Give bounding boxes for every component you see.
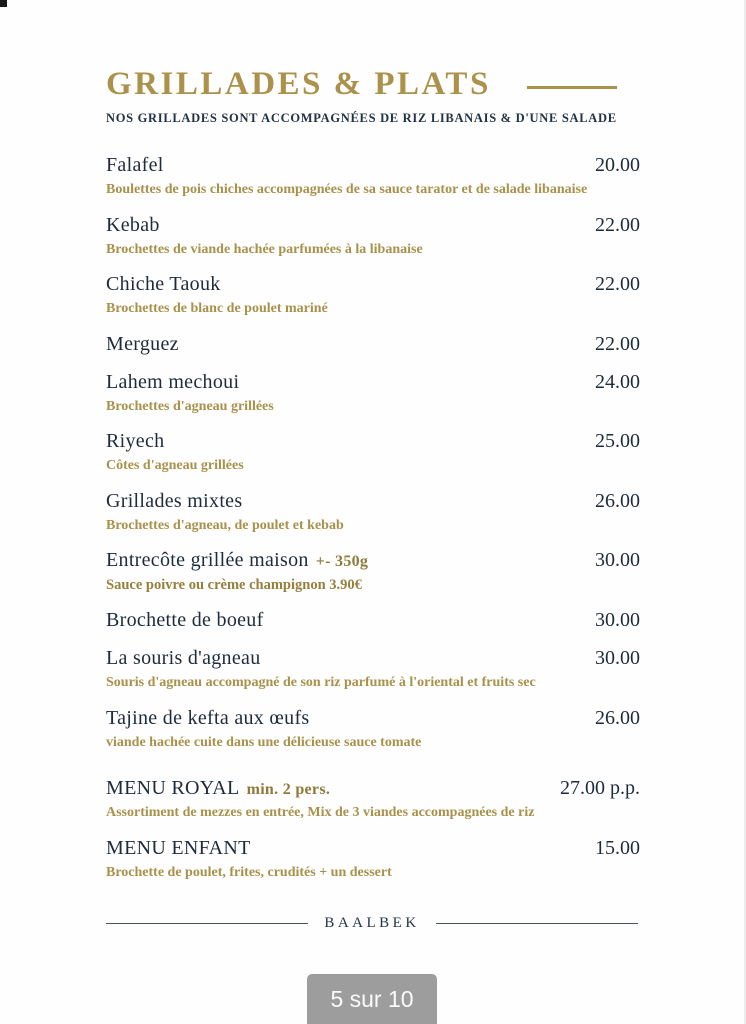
item-name bbox=[106, 490, 242, 513]
menu-item bbox=[106, 371, 640, 416]
menu-item bbox=[106, 430, 640, 475]
page-subtitle: NOS GRILLADES SONT ACCOMPAGNÉES DE RIZ LIBANAIS & D'UNE SALADE bbox=[106, 111, 617, 125]
menu-item bbox=[106, 777, 640, 822]
menu-item bbox=[106, 549, 640, 594]
page-indicator-text: 5 sur 10 bbox=[330, 985, 414, 1012]
menu-item bbox=[106, 707, 640, 752]
item-price: 26.00 bbox=[595, 706, 640, 729]
item-description: Brochettes de blanc de poulet mariné bbox=[106, 301, 328, 316]
title-row bbox=[106, 66, 640, 103]
item-price: 22.00 bbox=[595, 213, 640, 236]
menu-item bbox=[106, 490, 640, 535]
item-price: 27.00 p.p. bbox=[560, 777, 640, 800]
item-name bbox=[106, 273, 221, 296]
menu-item-row bbox=[106, 333, 640, 356]
menu-item bbox=[106, 154, 640, 199]
item-name bbox=[106, 154, 164, 177]
item-name-text: Lahem mechoui bbox=[106, 370, 240, 393]
item-name-text: Entrecôte grillée maison bbox=[106, 549, 309, 571]
menu-item-row bbox=[106, 273, 640, 296]
item-name-text: Falafel bbox=[106, 154, 164, 176]
item-name-text: La souris d'agneau bbox=[106, 647, 261, 670]
item-name bbox=[106, 214, 160, 237]
menu-item-row bbox=[106, 371, 640, 394]
item-name bbox=[106, 777, 330, 800]
page-indicator-overlay bbox=[307, 974, 437, 1024]
restaurant-name: BAALBEK bbox=[324, 915, 420, 932]
item-description: Souris d'agneau accompagné de son riz parfumé à l'oriental et fruits sec bbox=[106, 675, 536, 691]
item-price: 30.00 bbox=[595, 609, 640, 632]
item-price: 30.00 bbox=[595, 647, 640, 670]
item-name-text: Riyech bbox=[106, 430, 165, 452]
page-title: GRILLADES & PLATS bbox=[106, 66, 491, 102]
item-name-suffix: +- 350g bbox=[315, 553, 369, 570]
item-price: 24.00 bbox=[595, 370, 640, 393]
footer-row bbox=[0, 915, 744, 932]
menu-item-row bbox=[106, 777, 640, 800]
item-name bbox=[106, 707, 310, 730]
item-description: Boulettes de pois chiches accompagnées de sa sauce tarator et de salade libanaise bbox=[106, 182, 588, 197]
item-name-text: Merguez bbox=[106, 332, 179, 355]
menu-item bbox=[106, 273, 640, 318]
item-price: 22.00 bbox=[595, 332, 640, 355]
item-name-text: Grillades mixtes bbox=[106, 489, 243, 512]
item-name bbox=[106, 647, 261, 670]
item-name bbox=[106, 333, 179, 356]
item-name-text: Tajine de kefta aux œufs bbox=[106, 706, 310, 729]
item-name-text: MENU ROYAL bbox=[106, 777, 240, 800]
item-name bbox=[106, 430, 164, 453]
item-description: Brochettes d'agneau grillées bbox=[106, 398, 274, 414]
item-price: 20.00 bbox=[595, 154, 640, 176]
item-price: 15.00 bbox=[595, 836, 640, 859]
item-name-suffix: min. 2 pers. bbox=[246, 781, 331, 799]
item-description: Brochettes d'agneau, de poulet et kebab bbox=[106, 517, 344, 533]
title-rule-line bbox=[527, 86, 617, 89]
item-price: 26.00 bbox=[595, 489, 640, 512]
item-description: Brochettes de viande hachée parfumées à la libanaise bbox=[106, 241, 423, 257]
menu-item bbox=[106, 609, 640, 632]
menu-item-row bbox=[106, 549, 640, 572]
item-description: Sauce poivre ou crème champignon 3.90€ bbox=[106, 577, 362, 593]
item-price: 30.00 bbox=[595, 549, 640, 571]
menu-item-row bbox=[106, 214, 640, 237]
footer-rule-right bbox=[436, 923, 638, 924]
item-name-text: MENU ENFANT bbox=[106, 836, 251, 859]
item-name bbox=[106, 371, 239, 394]
item-description: Assortiment de mezzes en entrée, Mix de 3 viandes accompagnées de riz bbox=[106, 805, 535, 821]
item-description: viande hachée cuite dans une délicieuse sauce tomate bbox=[106, 734, 422, 750]
menu-item-row bbox=[106, 647, 640, 670]
menu-list bbox=[106, 154, 640, 881]
item-description: Côtes d'agneau grillées bbox=[106, 458, 244, 473]
item-name-text: Kebab bbox=[106, 213, 160, 236]
item-price: 22.00 bbox=[595, 273, 640, 295]
scan-corner-artifact bbox=[0, 0, 7, 7]
menu-item bbox=[106, 214, 640, 259]
footer-rule-left bbox=[106, 923, 308, 924]
menu-item-row bbox=[106, 609, 640, 632]
menu-item-row bbox=[106, 837, 640, 860]
menu-item-row bbox=[106, 430, 640, 453]
item-price: 25.00 bbox=[595, 430, 640, 452]
menu-item-row bbox=[106, 154, 640, 177]
item-description: Brochette de poulet, frites, crudités + un dessert bbox=[106, 864, 392, 880]
menu-item-row bbox=[106, 490, 640, 513]
menu-item bbox=[106, 333, 640, 356]
item-name bbox=[106, 609, 264, 632]
menu-item bbox=[106, 837, 640, 882]
menu-item bbox=[106, 647, 640, 692]
item-name bbox=[106, 549, 368, 572]
item-name bbox=[106, 837, 251, 860]
item-name-text: Brochette de boeuf bbox=[106, 609, 264, 632]
menu-item-row bbox=[106, 707, 640, 730]
item-name-text: Chiche Taouk bbox=[106, 273, 221, 295]
